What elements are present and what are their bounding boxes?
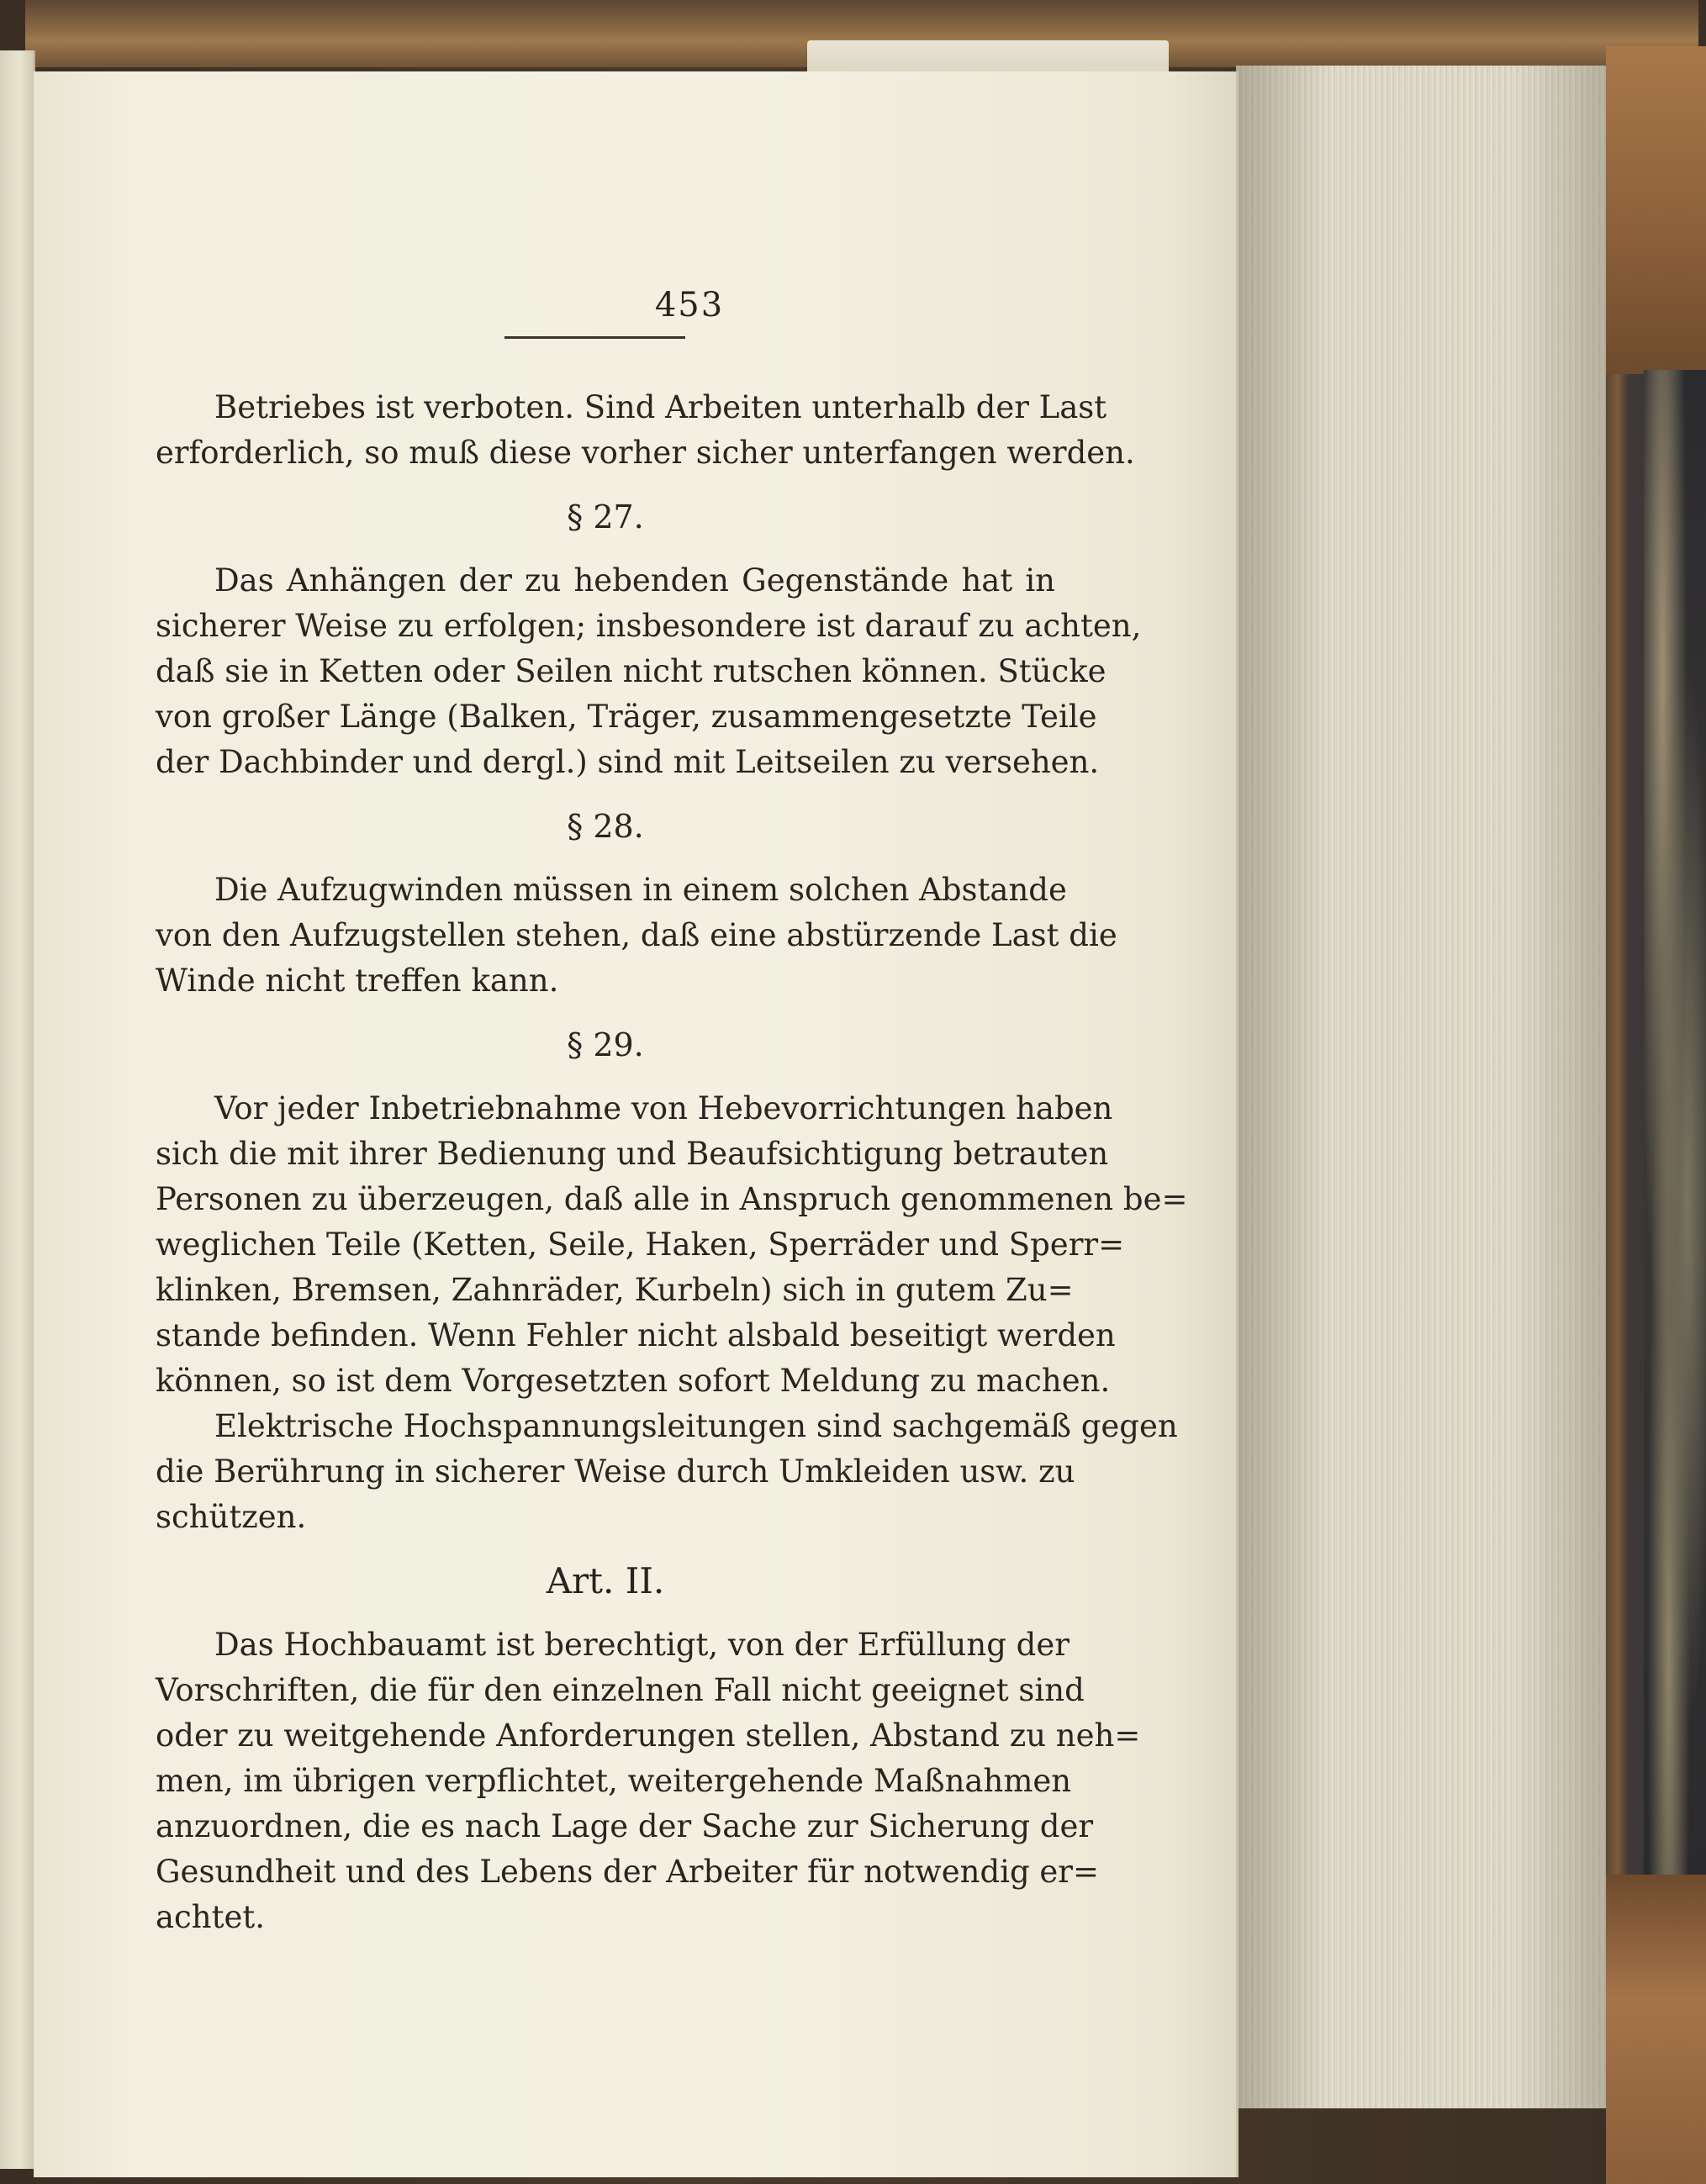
text-line: Das Hochbauamt ist berechtigt, von der Erfüllung der: [214, 1627, 1070, 1663]
text-line: klinken, Bremsen, Zahnräder, Kurbeln) sich in gutem Zu=: [156, 1272, 1074, 1308]
text-line: Vor jeder Inbetriebnahme von Hebevorrichtungen haben: [214, 1090, 1113, 1126]
text-line: Gesundheit und des Lebens der Arbeiter für notwendig er=: [156, 1854, 1099, 1890]
page-number-rule: [504, 336, 685, 339]
text-line: Personen zu überzeugen, daß alle in Anspruch genommenen be=: [156, 1181, 1188, 1217]
leather-corner-top: [1606, 46, 1706, 374]
text-line: können, so ist dem Vorgesetzten sofort Meldung zu machen.: [156, 1363, 1111, 1399]
text-line: von großer Länge (Balken, Träger, zusammengesetzte Teile: [156, 699, 1097, 735]
previous-page-edge: [0, 50, 35, 2169]
text-line: schützen.: [156, 1499, 307, 1535]
text-line: die Berührung in sicherer Weise durch Umkleiden usw. zu: [156, 1453, 1075, 1490]
marbled-cover-paper: [1644, 370, 1706, 1883]
paragraph: [156, 1404, 1178, 1540]
text-line: achtet.: [156, 1899, 266, 1935]
text-line: Elektrische Hochspannungsleitungen sind sachgemäß gegen: [214, 1408, 1178, 1444]
section-heading: § 28.: [567, 808, 644, 845]
paragraph: [156, 558, 1142, 785]
text-line: sich die mit ihrer Bedienung und Beaufsichtigung betrauten: [156, 1136, 1109, 1172]
leather-corner-bottom: [1606, 1875, 1706, 2184]
text-line: Winde nicht treffen kann.: [156, 963, 559, 999]
paragraph: [156, 1086, 1188, 1404]
text-line: sicherer Weise zu erfolgen; insbesondere ist darauf zu achten,: [156, 608, 1142, 644]
page-number: 453: [654, 286, 725, 324]
text-line: Die Aufzugwinden müssen in einem solchen Abstande: [214, 872, 1067, 908]
text-line: oder zu weitgehende Anforderungen stellen, Abstand zu neh=: [156, 1717, 1141, 1754]
paragraph: [156, 868, 1117, 1004]
paragraph: [156, 385, 1135, 476]
page-stack-shading: [1236, 66, 1606, 2108]
section-heading: § 27.: [567, 499, 644, 535]
body-text: [156, 385, 1188, 1940]
section-heading: Art. II.: [546, 1560, 665, 1601]
text-line: erforderlich, so muß diese vorher sicher unterfangen werden.: [156, 435, 1135, 471]
page-top-tab: [807, 40, 1169, 74]
text-line: stande befinden. Wenn Fehler nicht alsbald beseitigt werden: [156, 1317, 1116, 1353]
text-line: von den Aufzugstellen stehen, daß eine abstürzende Last die: [156, 917, 1117, 953]
text-line: anzuordnen, die es nach Lage der Sache zur Sicherung der: [156, 1808, 1094, 1844]
paragraph: [156, 1622, 1141, 1940]
text-line: Das Anhängen der zu hebenden Gegenstände hat in: [214, 562, 1055, 599]
text-line: Betriebes ist verboten. Sind Arbeiten unterhalb der Last: [214, 389, 1107, 425]
text-line: men, im übrigen verpflichtet, weitergehende Maßnahmen: [156, 1763, 1072, 1799]
text-line: daß sie in Ketten oder Seilen nicht rutschen können. Stücke: [156, 653, 1107, 689]
book-page: [34, 71, 1239, 2177]
text-line: Vorschriften, die für den einzelnen Fall nicht geeignet sind: [156, 1672, 1085, 1708]
text-line: der Dachbinder und dergl.) sind mit Leitseilen zu versehen.: [156, 744, 1100, 780]
text-line: weglichen Teile (Ketten, Seile, Haken, Sperräder und Sperr=: [156, 1227, 1125, 1263]
section-heading: § 29.: [567, 1026, 644, 1063]
